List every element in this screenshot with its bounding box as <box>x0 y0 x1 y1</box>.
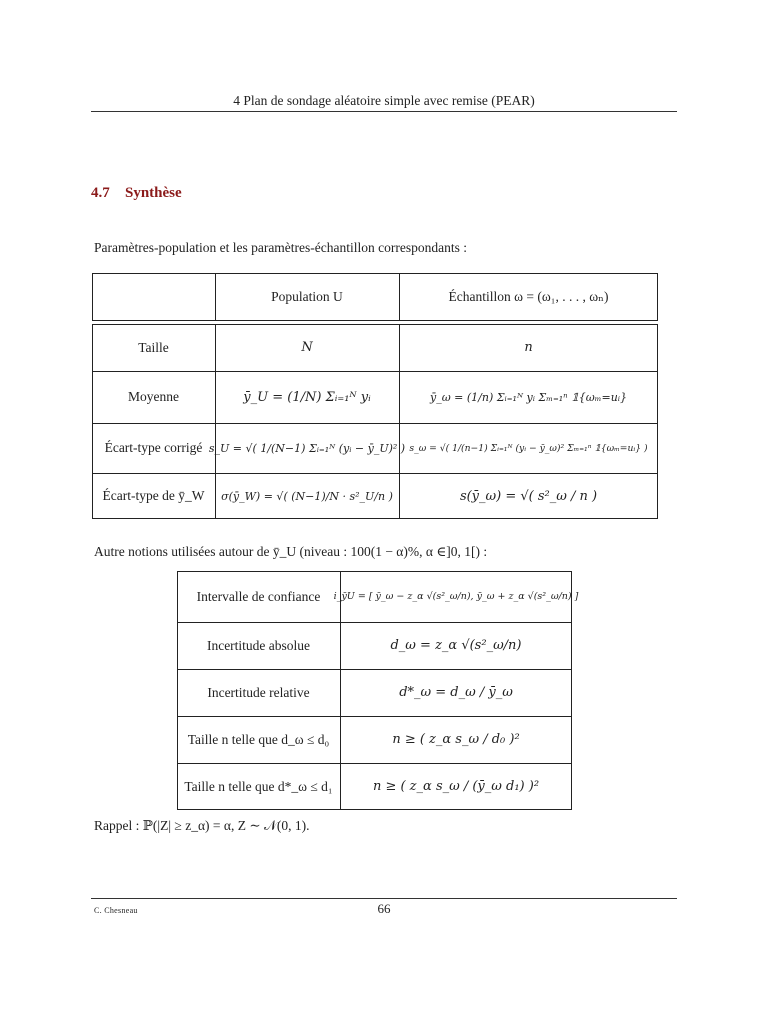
cell-population-sd: s_U = √( 1/(N−1) Σᵢ₌₁ᴺ (yᵢ − ȳ_U)² ) <box>208 441 406 455</box>
cell-confidence-interval: i_ȳU = [ ȳ_ω − z_α √(s²_ω/n), ȳ_ω + z_α √(s²_ω/n) ] <box>333 591 579 602</box>
intro-text: Paramètres-population et les paramètres-échantillon correspondants : <box>94 240 467 255</box>
cell-relative-uncertainty: d*_ω = d_ω / ȳ_ω <box>399 685 513 700</box>
footer-author: C. Chesneau <box>94 906 138 915</box>
section-heading <box>91 185 182 202</box>
col-header-population: Population U <box>271 289 343 304</box>
cell-population-sd-mean: σ(ȳ_W) = √( (N−1)/N · s²_U/n ) <box>221 489 393 503</box>
header-rule <box>91 111 677 112</box>
row-label-absolute-uncertainty: Incertitude absolue <box>206 637 311 653</box>
row-label-size: Taille <box>138 339 169 355</box>
page-number: 66 <box>377 901 391 916</box>
row-label-sd: Écart-type corrigé <box>104 440 203 455</box>
cell-sample-size: n <box>524 340 533 355</box>
cell-sample-mean: ȳ_ω = (1/n) Σᵢ₌₁ᴺ yᵢ Σₘ₌₁ⁿ 𝟙{ωₘ=uᵢ} <box>429 390 628 404</box>
running-header: 4 Plan de sondage aléatoire simple avec remise (PEAR) <box>233 93 535 108</box>
cell-sample-sd-mean: s(ȳ_ω) = √( s²_ω / n ) <box>459 488 598 504</box>
cell-size-relative: n ≥ ( z_α s_ω / (ȳ_ω d₁) )² <box>372 779 540 794</box>
footer-rule <box>91 898 677 899</box>
row-label-confidence-interval: Intervalle de confiance <box>196 588 321 604</box>
row-label-size-absolute: Taille n telle que d_ω ≤ d₀ <box>187 731 330 747</box>
cell-population-size: N <box>301 340 313 355</box>
col-header-sample: Échantillon ω = (ω₁, . . . , ωₙ) <box>448 289 609 304</box>
row-label-mean: Moyenne <box>128 389 179 404</box>
section-title: Synthèse <box>125 185 182 201</box>
cell-size-absolute: n ≥ ( z_α s_ω / d₀ )² <box>392 732 520 747</box>
notions-text: Autre notions utilisées autour de ȳ_U (niveau : 100(1 − α)%, α ∈]0, 1[) : <box>94 544 488 559</box>
cell-sample-sd: s_ω = √( 1/(n−1) Σᵢ₌₁ᴺ (yᵢ − ȳ_ω)² Σₘ₌₁ⁿ 𝟙{ωₘ=uᵢ} ) <box>409 442 648 454</box>
cell-absolute-uncertainty: d_ω = z_α √(s²_ω/n) <box>390 638 522 653</box>
rappel-text: Rappel : ℙ(|Z| ≥ z_α) = α, Z ∼ 𝒩(0, 1). <box>94 818 310 833</box>
section-number: 4.7 <box>91 185 110 201</box>
row-label-size-relative: Taille n telle que d*_ω ≤ d₁ <box>184 778 333 794</box>
cell-population-mean: ȳ_U = (1/N) Σᵢ₌₁ᴺ yᵢ <box>243 389 371 405</box>
row-label-relative-uncertainty: Incertitude relative <box>207 684 310 700</box>
row-label-sd-mean: Écart-type de ȳ_W <box>102 488 205 503</box>
